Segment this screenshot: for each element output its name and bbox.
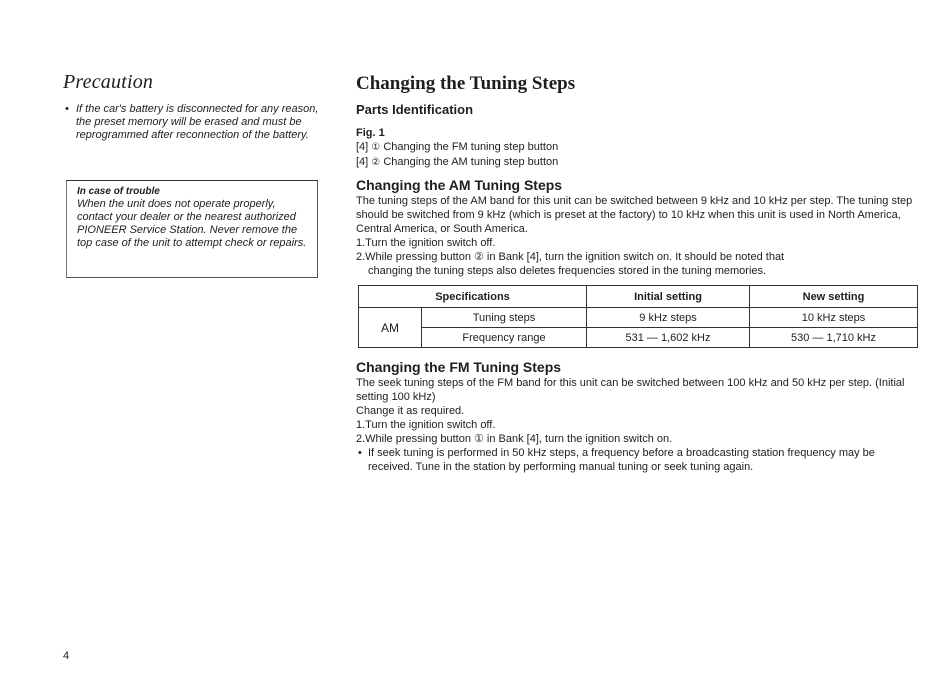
precaution-section [63,71,329,142]
table-row [359,328,918,348]
part-item [356,140,922,155]
table-cell: 531 — 1,602 kHz [587,328,750,348]
table-cell: Frequency range [422,328,587,348]
table-header: Initial setting [587,286,750,308]
part-ref: [4] [356,156,369,168]
fig-label: Fig. 1 [356,127,385,139]
band-cell: AM [359,308,422,348]
spec-table [358,285,918,348]
table-header: Specifications [359,286,587,308]
am-heading: Changing the AM Tuning Steps [356,177,563,193]
fm-step-2: 2.While pressing button ① in Bank [4], turn the ignition switch on. [356,433,673,445]
table-cell: Tuning steps [422,308,587,328]
am-intro: The tuning steps of the AM band for this unit can be switched between 9 kHz and 10 kHz per step. The tuning step should be switched from 9 kHz (which is preset at the factory) to 10 kHz when this unit is used in North America, Central America, or South America. [356,195,913,235]
circled-number: ② [371,157,381,168]
table-header: New setting [750,286,918,308]
part-ref: [4] [356,141,369,153]
page-number: 4 [63,650,70,662]
table-cell: 530 — 1,710 kHz [750,328,918,348]
page-title: Changing the Tuning Steps [356,73,576,94]
fm-note: • If seek tuning is performed in 50 kHz steps, a frequency before a broadcasting station frequency may be received. Tune in the station by performing manual tuning or seek tuning again. [356,446,922,474]
part-item [356,155,922,170]
fm-change: Change it as required. [356,405,465,417]
table-header-row [359,286,918,308]
fm-intro: The seek tuning steps of the FM band for this unit can be switched between 100 kHz and 50 kHz per step. (Initial setting 100 kHz) [356,377,905,403]
am-step-2: 2.While pressing button ② in Bank [4], turn the ignition switch on. It should be noted that [356,251,785,263]
fm-heading: Changing the FM Tuning Steps [356,359,562,375]
part-text: Changing the AM tuning step button [383,156,559,168]
circled-number: ① [371,142,381,153]
precaution-bullet: • If the car's battery is disconnected for any reason, the preset memory will be erased and must be reprogrammed after reconnection of the battery. [63,103,328,142]
parts-heading: Parts Identification [356,102,474,117]
trouble-box [66,180,318,278]
trouble-title: In case of trouble [77,186,160,197]
fm-step-1: 1.Turn the ignition switch off. [356,419,496,431]
table-cell: 9 kHz steps [587,308,750,328]
trouble-body: When the unit does not operate properly, contact your dealer or the nearest authorized PIONEER Service Station. Never remove the top case of the unit to attempt check or repairs. [77,198,307,249]
am-step-2-continued: changing the tuning steps also deletes frequencies stored in the tuning memories. [368,265,767,277]
precaution-title: Precaution [63,71,154,93]
tuning-steps-section [356,73,922,474]
am-step-1: 1.Turn the ignition switch off. [356,237,496,249]
table-cell: 10 kHz steps [750,308,918,328]
part-text: Changing the FM tuning step button [383,141,559,153]
table-row [359,308,918,328]
